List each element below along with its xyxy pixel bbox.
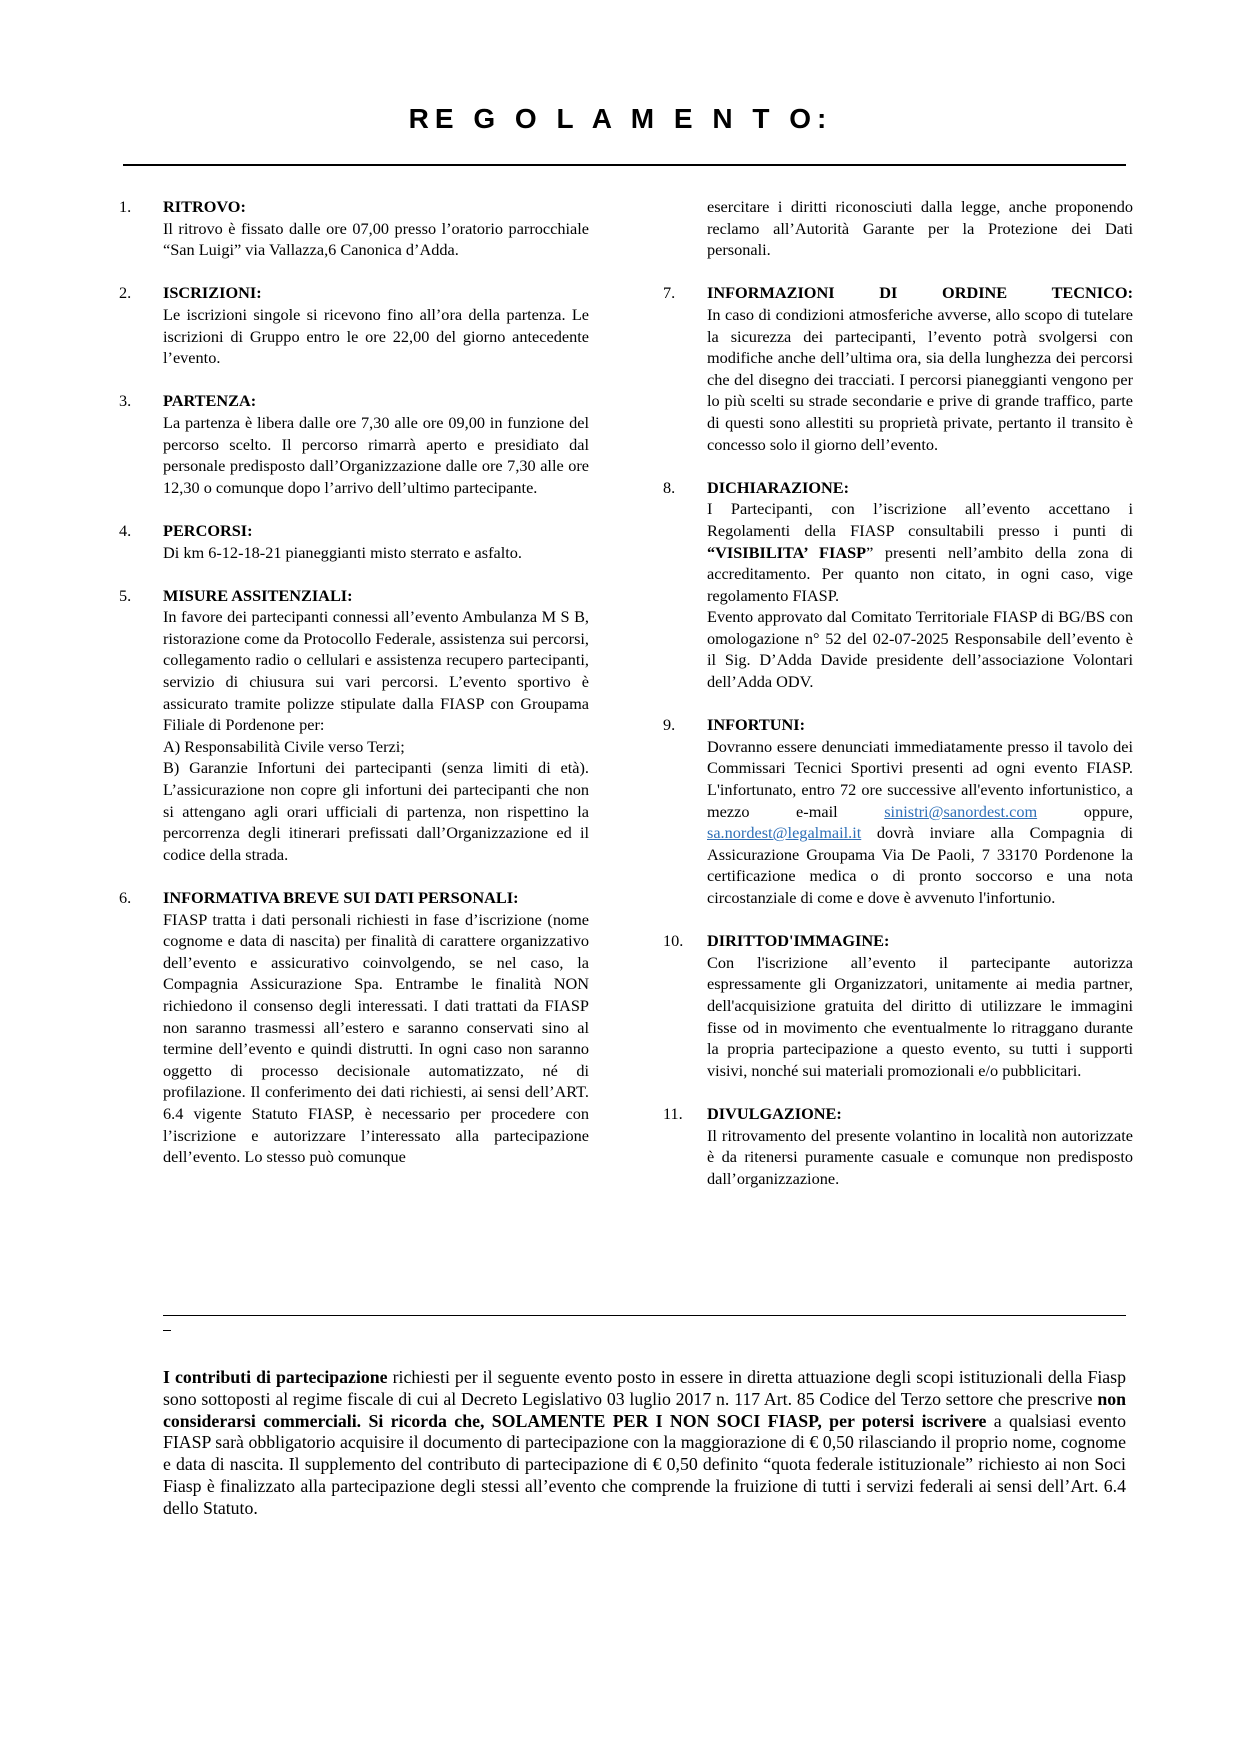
section-number: 4.: [119, 520, 132, 540]
section-percorsi: [119, 520, 589, 563]
section-heading: INFORMATIVA BREVE SUI DATI PERSONALI:: [163, 888, 519, 907]
section-infortuni: [663, 714, 1133, 908]
section-informativa-continuation: [707, 196, 1133, 261]
footer-divider: [163, 1315, 1126, 1316]
visibilita-fiasp-label: “VISIBILITA’ FIASP: [707, 542, 867, 562]
section-number: 9.: [663, 715, 676, 735]
title-divider: [123, 164, 1126, 166]
contributions-notice: [163, 1367, 1126, 1520]
section-number: 3.: [119, 391, 132, 411]
section-divulgazione: [663, 1103, 1133, 1189]
section-body: Con l'iscrizione all’evento il partecipante autorizza espressamente gli Organizzatori, unitamente ai media partner, dell'acquisizione gratuita del diritto di utilizzare le immagini fisse od in movimento che eventualmente lo ritraggano durante la propria partecipazione a questo evento, su tutti i supporti visivi, nonché sui materiali promozionali e/o pubblicitari.: [707, 952, 1133, 1080]
section-misure-assistenziali: [119, 585, 589, 866]
section-number: 7.: [663, 283, 676, 303]
section-heading: DIVULGAZIONE:: [707, 1103, 842, 1123]
section-number: 1.: [119, 197, 132, 216]
section-informazioni-tecniche: [663, 282, 1133, 455]
section-ritrovo: [119, 196, 589, 261]
notice-text: a qualsiasi evento FIASP sarà obbligatorio acquisire il documento di partecipazione con la maggiorazione di € 0,50 rilasciando il proprio nome, cognome e data di nascita. Il supplemento del contributo di partecipazione di € 0,50 definito “quota federale istituzionale” richiesto ai non Soci Fiasp è finalizzato alla partecipazione degli stessi all’evento che comprende la fruizione di tutti i servizi federali ai sensi dell’Art. 6.4 dello Statuto.: [163, 1410, 1126, 1518]
section-number: 5.: [119, 585, 132, 605]
section-body: La partenza è libera dalle ore 7,30 alle ore 09,00 in funzione del percorso scelto. Il percorso rimarrà aperto e presidiato dal personale predisposto dall’Organizzazione dalle ore 7,30 alle ore 12,30 o comunque dopo l’arrivo dell’ultimo partecipante.: [163, 412, 589, 497]
section-informativa-dati: [119, 887, 589, 1168]
section-heading: INFORMAZIONI DI ORDINE TECNICO:: [707, 283, 1133, 303]
left-column: [119, 196, 589, 1189]
section-number: 10.: [663, 931, 684, 951]
page-title: RE G O L A M E N T O:: [408, 103, 833, 134]
section-diritto-immagine: [663, 930, 1133, 1081]
section-heading: INFORTUNI:: [707, 715, 806, 735]
section-number: 11.: [663, 1103, 683, 1123]
email-link-legalmail[interactable]: sa.nordest@legalmail.it: [707, 823, 862, 843]
section-heading: DICHIARAZIONE:: [707, 477, 850, 497]
section-heading: PARTENZA:: [163, 391, 257, 411]
section-body: [707, 498, 1133, 606]
body-text: I Partecipanti, con l’iscrizione all’evento accettano i Regolamenti della FIASP consultabili presso i punti di: [707, 499, 1133, 540]
section-iscrizioni: [119, 282, 589, 368]
section-body: Il ritrovo è fissato dalle ore 07,00 presso l’oratorio parrocchiale “San Luigi” via Vallazza,6 Canonica d’Adda.: [163, 218, 589, 260]
notice-bold-warning: non considerarsi commerciali. Si ricorda che, SOLAMENTE PER I NON SOCI FIASP, per potersi iscrivere: [163, 1388, 1126, 1431]
section-heading: DIRITTOD'IMMAGINE:: [707, 931, 890, 951]
notice-bold-lead: I contributi di partecipazione: [163, 1367, 388, 1387]
section-body: Di km 6-12-18-21 pianeggianti misto sterrato e asfalto.: [163, 542, 523, 562]
section-heading: MISURE ASSITENZIALI:: [163, 585, 353, 605]
coverage-line-a: A) Responsabilità Civile verso Terzi;: [163, 736, 405, 756]
event-approval-text: Evento approvato dal Comitato Territoriale FIASP di BG/BS con omologazione n° 52 del 02-07-2025 Responsabile dell’evento è il Sig. D’Adda Davide presidente dell’associazione Volontari dell’Adda ODV.: [707, 607, 1133, 692]
notice-text: richiesti per il seguente evento posto in essere in diretta attuazione degli scopi istituzionali della Fiasp sono sottoposti al regime fiscale di cui al Decreto Legislativo 03 luglio 2017 n. 117 Art. 85 Codice del Terzo settore che prescrive: [163, 1367, 1126, 1409]
body-text: ” presenti nell’ambito della zona di accreditamento. Per quanto non citato, in ogni caso, vige regolamento FIASP.: [707, 542, 1133, 605]
section-body: esercitare i diritti riconosciuti dalla legge, anche proponendo reclamo all’Autorità Garante per la Protezione dei Dati personali.: [707, 197, 1133, 260]
section-body: Il ritrovamento del presente volantino in località non autorizzate è da ritenersi puramente casuale e comunque non predisposto dall’organizzazione.: [707, 1125, 1133, 1188]
section-heading: PERCORSI:: [163, 520, 253, 540]
section-body: In favore dei partecipanti connessi all’evento Ambulanza M S B, ristorazione come da Protocollo Federale, assistenza sui percorsi, collegamento radio o cellulari e assistenza recupero partecipanti, servizio di chiusura sui vari percorsi. L’evento sportivo è assicurato tramite polizze stipulate dalla FIASP con Groupama Filiale di Pordenone per:: [163, 607, 589, 735]
section-body: [707, 736, 1133, 909]
footer-dash: [163, 1330, 171, 1331]
section-partenza: [119, 390, 589, 498]
body-text: Dovranno essere denunciati immediatamente presso il tavolo dei Commissari Tecnici Sportivi presenti ad ogni evento FIASP. L'infortunato, entro 72 ore successive all'evento infortunistico, a mezzo e-mail: [707, 736, 1133, 821]
section-number: 8.: [663, 477, 676, 497]
right-column: [663, 196, 1133, 1211]
coverage-line-b: B) Garanzie Infortuni dei partecipanti (senza limiti di età). L’assicurazione non copre gli infortuni dei partecipanti che non si attengano agli orari ufficiali di partenza, non rispettino la percorrenza degli itinerari prefissati dall’Organizzazione ed il codice della strada.: [163, 758, 589, 864]
section-body: Le iscrizioni singole si ricevono fino all’ora della partenza. Le iscrizioni di Gruppo entro le ore 22,00 del giorno antecedente l’evento.: [163, 304, 589, 368]
section-body: In caso di condizioni atmosferiche avverse, allo scopo di tutelare la sicurezza dei partecipanti, l’evento potrà svolgersi con modifiche anche dell’ultima ora, sia della lunghezza dei percorsi che del disegno dei tracciati. I percorsi pianeggianti vengono per lo più scelti su strade secondarie e prive di grande traffico, parte di questi sono allestiti su proprietà private, pertanto il transito è concesso solo il giorno dell’evento.: [707, 304, 1133, 454]
body-text: oppure,: [1037, 801, 1133, 821]
section-number: 6.: [119, 888, 132, 907]
email-link-sinistri[interactable]: sinistri@sanordest.com: [884, 801, 1038, 821]
section-body: FIASP tratta i dati personali richiesti in fase d’iscrizione (nome cognome e data di nascita) per finalità di carattere organizzativo dell’evento e assicurativo coinvolgendo, se nel caso, la Compagnia Assicurazione Spa. Entrambe le finalità NON richiedono il consenso degli interessati. I dati trattati da FIASP non saranno trasmessi all’estero e saranno conservati sino al termine dell’evento e quindi distrutti. In ogni caso non saranno oggetto di processo decisionale automatizzato, né di profilazione. Il conferimento dei dati richiesti, ai sensi dell’ART. 6.4 vigente Statuto FIASP, è necessario per procedere con l’iscrizione e autorizzare l’interessato alla partecipazione dell’evento. Lo stesso può comunque: [163, 909, 589, 1167]
section-heading: ISCRIZIONI:: [163, 283, 262, 303]
body-text: dovrà inviare alla Compagnia di Assicurazione Groupama Via De Paoli, 7 33170 Pordenone la certificazione medica o di pronto soccorso e una nota circostanziale di come e dove è avvenuto l'infortunio.: [707, 823, 1133, 907]
section-dichiarazione: [663, 477, 1133, 693]
section-number: 2.: [119, 283, 132, 303]
section-heading: RITROVO:: [163, 197, 246, 216]
